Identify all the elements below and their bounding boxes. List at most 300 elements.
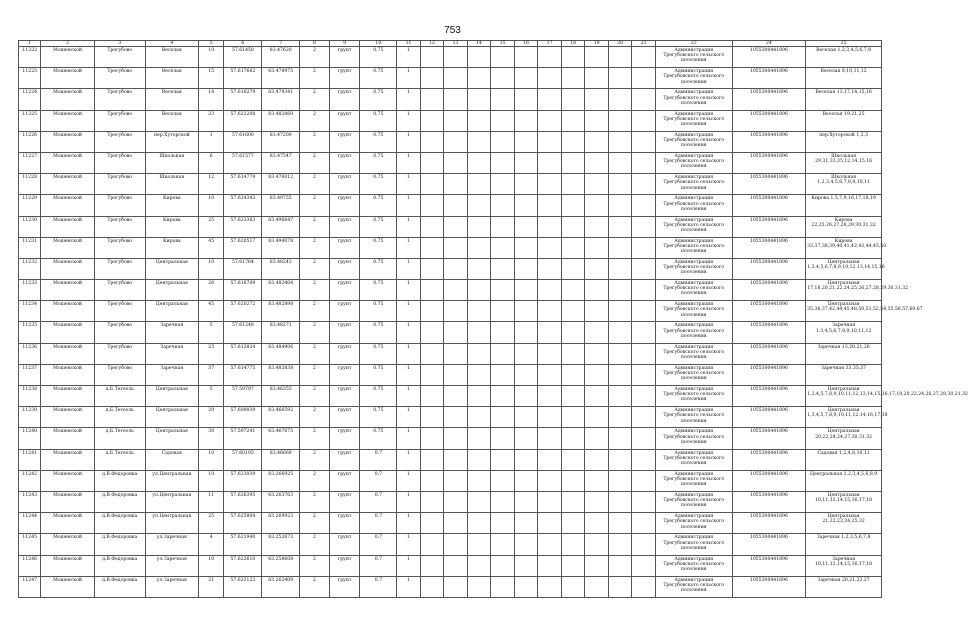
cell-house: 10 (198, 258, 224, 279)
column-number: 21 (632, 41, 656, 47)
cell-lat: 57.597241 (224, 428, 262, 449)
cell-empty (561, 195, 585, 216)
cell-id: 11223 (19, 68, 41, 89)
cell-c10: 0.75 (360, 301, 397, 322)
cell-settlement: Трегубово (94, 258, 145, 279)
cell-settlement: Трегубово (94, 68, 145, 89)
column-number: 24 (732, 41, 806, 47)
column-number: 13 (444, 41, 468, 47)
cell-id: 11247 (19, 576, 41, 597)
cell-empty (561, 68, 585, 89)
cell-district: Мошенской (41, 301, 94, 322)
cell-settlement: Трегубово (94, 89, 145, 110)
cell-empty (420, 237, 444, 258)
cell-empty (491, 428, 515, 449)
cell-addresses: Центральная 35,36,37,42,44,45,48,50,51,52,54,55,56,57,60,67 (806, 301, 882, 322)
cell-empty (561, 364, 585, 385)
cell-settlement: Трегубово (94, 237, 145, 258)
cell-district: Мошенской (41, 407, 94, 428)
cell-empty (538, 280, 562, 301)
cell-addresses: Веселая 13,17,14,15,16 (806, 89, 882, 110)
cell-empty (608, 491, 632, 512)
cell-empty (561, 216, 585, 237)
cell-ogrn: 1055300441896 (732, 131, 806, 152)
cell-settlement: д.Б.Тегеоль (94, 449, 145, 470)
cell-ogrn: 1055300441896 (732, 491, 806, 512)
cell-c9: грунт (329, 407, 360, 428)
cell-empty (608, 386, 632, 407)
cell-empty (561, 386, 585, 407)
cell-id: 11239 (19, 407, 41, 428)
cell-district: Мошенской (41, 513, 94, 534)
cell-ogrn: 1055300441896 (732, 513, 806, 534)
cell-empty (444, 47, 468, 68)
cell-c10: 0.7 (360, 555, 397, 576)
cell-empty (491, 174, 515, 195)
cell-administration: Администрация Трегубовского сельского поселения (655, 280, 732, 301)
cell-empty (420, 470, 444, 491)
cell-empty (444, 555, 468, 576)
cell-empty (538, 513, 562, 534)
cell-lat: 57.622208 (224, 110, 262, 131)
cell-empty (561, 576, 585, 597)
cell-empty (608, 258, 632, 279)
table-row (19, 237, 882, 258)
cell-empty (491, 322, 515, 343)
table-row (19, 343, 882, 364)
cell-district: Мошенской (41, 174, 94, 195)
cell-empty (514, 110, 538, 131)
cell-empty (420, 110, 444, 131)
cell-id: 11224 (19, 89, 41, 110)
cell-empty (632, 534, 656, 555)
cell-settlement: д.В.Федоровка (94, 576, 145, 597)
cell-empty (538, 407, 562, 428)
cell-id: 11233 (19, 280, 41, 301)
cell-empty (491, 576, 515, 597)
cell-c11: 1 (397, 68, 421, 89)
cell-administration: Администрация Трегубовского сельского поселения (655, 576, 732, 597)
cell-c8: 2 (300, 343, 330, 364)
cell-empty (467, 470, 491, 491)
cell-ogrn: 1055300441896 (732, 174, 806, 195)
cell-administration: Администрация Трегубовского сельского поселения (655, 513, 732, 534)
table-row (19, 131, 882, 152)
cell-ogrn: 1055300441896 (732, 195, 806, 216)
cell-empty (538, 258, 562, 279)
cell-settlement: д.В.Федоровка (94, 470, 145, 491)
cell-empty (632, 386, 656, 407)
cell-house: 10 (198, 195, 224, 216)
cell-administration: Администрация Трегубовского сельского поселения (655, 195, 732, 216)
cell-lon: 83.47200 (262, 131, 300, 152)
cell-empty (514, 449, 538, 470)
cell-district: Мошенской (41, 428, 94, 449)
cell-c11: 1 (397, 428, 421, 449)
table-row (19, 470, 882, 491)
cell-addresses: Заречная 33,35,37 (806, 364, 882, 385)
column-number: 6 (224, 41, 262, 47)
cell-empty (585, 386, 609, 407)
cell-ogrn: 1055300441896 (732, 386, 806, 407)
cell-addresses: Кирова 22,25,26,27,28,29,30,31,32 (806, 216, 882, 237)
cell-c9: грунт (329, 89, 360, 110)
cell-empty (420, 131, 444, 152)
cell-empty (420, 280, 444, 301)
cell-lon: 83.484906 (262, 343, 300, 364)
cell-empty (608, 407, 632, 428)
cell-empty (467, 576, 491, 597)
cell-empty (444, 534, 468, 555)
cell-empty (491, 555, 515, 576)
cell-empty (632, 195, 656, 216)
cell-street: Центральная (145, 258, 198, 279)
cell-street: Садовая (145, 449, 198, 470)
cell-administration: Администрация Трегубовского сельского поселения (655, 407, 732, 428)
cell-c10: 0.7 (360, 449, 397, 470)
column-number: 10 (360, 41, 397, 47)
table-row (19, 322, 882, 343)
cell-lon: 83.479341 (262, 89, 300, 110)
cell-empty (514, 301, 538, 322)
cell-c10: 0.75 (360, 237, 397, 258)
cell-settlement: д.В.Федоровка (94, 513, 145, 534)
column-number: 25 (806, 41, 882, 47)
cell-c9: грунт (329, 152, 360, 173)
cell-lat: 57.60105 (224, 449, 262, 470)
cell-empty (514, 152, 538, 173)
cell-c11: 1 (397, 89, 421, 110)
cell-lon: 83.46669 (262, 449, 300, 470)
cell-empty (608, 68, 632, 89)
cell-settlement: Трегубово (94, 280, 145, 301)
cell-empty (444, 428, 468, 449)
column-number: 17 (538, 41, 562, 47)
cell-house: 6 (198, 152, 224, 173)
cell-addresses: Центральная 1,3,4,5,6,7,8,9,10,12,13,14,15,16 (806, 258, 882, 279)
cell-street: Школьная (145, 152, 198, 173)
cell-c10: 0.75 (360, 258, 397, 279)
cell-addresses: Веселая 1,2,3,4,5,6,7,8 (806, 47, 882, 68)
cell-street: Заречная (145, 322, 198, 343)
cell-house: 45 (198, 237, 224, 258)
cell-id: 11237 (19, 364, 41, 385)
cell-empty (561, 131, 585, 152)
cell-empty (561, 89, 585, 110)
cell-empty (467, 428, 491, 449)
cell-empty (561, 513, 585, 534)
table-row (19, 280, 882, 301)
table-row (19, 449, 882, 470)
cell-ogrn: 1055300441896 (732, 237, 806, 258)
cell-addresses: Веселая 19,21,25 (806, 110, 882, 131)
cell-empty (561, 110, 585, 131)
cell-empty (632, 89, 656, 110)
cell-house: 14 (198, 89, 224, 110)
cell-lat: 57.600039 (224, 407, 262, 428)
cell-c8: 2 (300, 258, 330, 279)
cell-lat: 57.61764 (224, 258, 262, 279)
cell-administration: Администрация Трегубовского сельского поселения (655, 428, 732, 449)
cell-empty (632, 68, 656, 89)
cell-settlement: Трегубово (94, 343, 145, 364)
cell-c8: 2 (300, 428, 330, 449)
cell-lat: 57.61600 (224, 131, 262, 152)
cell-addresses: Школьная 1,2,3,4,5,6,7,8,9,10,11 (806, 174, 882, 195)
cell-empty (420, 343, 444, 364)
cell-empty (491, 491, 515, 512)
cell-empty (632, 280, 656, 301)
cell-c10: 0.75 (360, 216, 397, 237)
cell-empty (632, 428, 656, 449)
cell-c11: 1 (397, 301, 421, 322)
cell-empty (491, 152, 515, 173)
cell-addresses: Центральная 10,11,12,14,15,16,17,18 (806, 491, 882, 512)
cell-empty (467, 68, 491, 89)
cell-empty (608, 449, 632, 470)
cell-empty (608, 428, 632, 449)
cell-lat: 57.623363 (224, 216, 262, 237)
cell-c9: грунт (329, 110, 360, 131)
cell-lat: 57.618709 (224, 280, 262, 301)
cell-ogrn: 1055300441896 (732, 449, 806, 470)
cell-empty (420, 301, 444, 322)
cell-empty (514, 280, 538, 301)
cell-empty (514, 491, 538, 512)
cell-empty (467, 131, 491, 152)
cell-empty (632, 237, 656, 258)
cell-street: ул.Заречная (145, 576, 198, 597)
column-number: 15 (491, 41, 515, 47)
cell-empty (561, 491, 585, 512)
cell-empty (491, 449, 515, 470)
cell-empty (467, 301, 491, 322)
cell-house: 10 (198, 449, 224, 470)
cell-empty (467, 555, 491, 576)
cell-c9: грунт (329, 491, 360, 512)
cell-empty (444, 89, 468, 110)
cell-empty (420, 322, 444, 343)
cell-settlement: Трегубово (94, 322, 145, 343)
cell-c9: грунт (329, 428, 360, 449)
cell-empty (514, 174, 538, 195)
cell-empty (585, 110, 609, 131)
cell-empty (585, 343, 609, 364)
cell-c9: грунт (329, 195, 360, 216)
cell-c9: грунт (329, 131, 360, 152)
cell-street: Заречная (145, 343, 198, 364)
cell-empty (561, 449, 585, 470)
cell-house: 1 (198, 131, 224, 152)
page-number: 753 (444, 25, 461, 36)
table-row (19, 555, 882, 576)
cell-empty (514, 216, 538, 237)
cell-empty (538, 428, 562, 449)
cell-administration: Администрация Трегубовского сельского поселения (655, 237, 732, 258)
cell-house: 10 (198, 555, 224, 576)
cell-empty (538, 301, 562, 322)
cell-empty (444, 407, 468, 428)
cell-empty (491, 47, 515, 68)
cell-administration: Администрация Трегубовского сельского поселения (655, 110, 732, 131)
cell-addresses: Садовая 1,2,4,8,10,11 (806, 449, 882, 470)
cell-empty (467, 449, 491, 470)
cell-district: Мошенской (41, 534, 94, 555)
cell-empty (561, 301, 585, 322)
cell-empty (444, 470, 468, 491)
cell-district: Мошенской (41, 343, 94, 364)
cell-lon: 83.263763 (262, 491, 300, 512)
cell-street: ул.Центральная (145, 470, 198, 491)
cell-administration: Администрация Трегубовского сельского поселения (655, 47, 732, 68)
cell-c11: 1 (397, 449, 421, 470)
cell-c10: 0.75 (360, 89, 397, 110)
cell-empty (561, 555, 585, 576)
cell-empty (444, 386, 468, 407)
cell-empty (585, 407, 609, 428)
cell-c8: 2 (300, 68, 330, 89)
cell-empty (585, 89, 609, 110)
cell-lon: 83.266925 (262, 470, 300, 491)
cell-settlement: Трегубово (94, 216, 145, 237)
cell-empty (538, 110, 562, 131)
cell-addresses: Школьная 29,31,33,35,12,14,15,16 (806, 152, 882, 173)
column-number: 23 (655, 41, 732, 47)
cell-empty (514, 195, 538, 216)
cell-empty (608, 534, 632, 555)
cell-empty (585, 280, 609, 301)
cell-lon: 83.49755 (262, 195, 300, 216)
cell-empty (538, 89, 562, 110)
cell-empty (538, 195, 562, 216)
cell-empty (491, 513, 515, 534)
cell-empty (491, 110, 515, 131)
cell-administration: Администрация Трегубовского сельского поселения (655, 343, 732, 364)
cell-addresses: пер.Хуторской 1,2,3 (806, 131, 882, 152)
cell-street: Веселая (145, 47, 198, 68)
cell-administration: Администрация Трегубовского сельского поселения (655, 449, 732, 470)
cell-lon: 83.482404 (262, 280, 300, 301)
cell-administration: Администрация Трегубовского сельского поселения (655, 131, 732, 152)
cell-ogrn: 1055300441896 (732, 407, 806, 428)
cell-empty (420, 258, 444, 279)
column-number: 2 (41, 41, 94, 47)
cell-empty (444, 491, 468, 512)
cell-empty (608, 237, 632, 258)
cell-c11: 1 (397, 555, 421, 576)
cell-empty (585, 491, 609, 512)
cell-empty (538, 576, 562, 597)
cell-empty (561, 47, 585, 68)
cell-empty (632, 174, 656, 195)
cell-c10: 0.75 (360, 364, 397, 385)
cell-empty (491, 216, 515, 237)
cell-c9: грунт (329, 364, 360, 385)
cell-administration: Администрация Трегубовского сельского поселения (655, 68, 732, 89)
cell-empty (444, 364, 468, 385)
cell-house: 37 (198, 364, 224, 385)
cell-empty (491, 68, 515, 89)
cell-lon: 83.48271 (262, 322, 300, 343)
cell-empty (444, 131, 468, 152)
cell-empty (585, 576, 609, 597)
cell-c10: 0.75 (360, 174, 397, 195)
cell-empty (420, 534, 444, 555)
cell-empty (467, 195, 491, 216)
cell-empty (420, 89, 444, 110)
cell-street: Центральная (145, 301, 198, 322)
cell-c10: 0.75 (360, 407, 397, 428)
cell-lon: 83.269923 (262, 513, 300, 534)
cell-c11: 1 (397, 407, 421, 428)
cell-house: 25 (198, 216, 224, 237)
cell-empty (491, 89, 515, 110)
cell-addresses: Заречная 13,20,21,26 (806, 343, 882, 364)
cell-ogrn: 1055300441896 (732, 258, 806, 279)
cell-lon: 83.467675 (262, 428, 300, 449)
cell-ogrn: 1055300441896 (732, 576, 806, 597)
cell-administration: Администрация Трегубовского сельского поселения (655, 364, 732, 385)
cell-empty (420, 174, 444, 195)
cell-lat: 57.620517 (224, 237, 262, 258)
cell-c11: 1 (397, 343, 421, 364)
cell-house: 23 (198, 343, 224, 364)
cell-district: Мошенской (41, 216, 94, 237)
cell-empty (491, 237, 515, 258)
cell-empty (467, 174, 491, 195)
cell-id: 11246 (19, 555, 41, 576)
cell-c10: 0.7 (360, 513, 397, 534)
cell-lon: 83.262409 (262, 576, 300, 597)
cell-c11: 1 (397, 364, 421, 385)
cell-settlement: Трегубово (94, 195, 145, 216)
cell-empty (444, 152, 468, 173)
cell-empty (514, 364, 538, 385)
cell-lon: 83.496647 (262, 216, 300, 237)
cell-empty (538, 470, 562, 491)
cell-empty (420, 152, 444, 173)
cell-house: 4 (198, 534, 224, 555)
cell-c9: грунт (329, 174, 360, 195)
cell-street: ул.Центральная (145, 513, 198, 534)
cell-c8: 2 (300, 449, 330, 470)
table-row (19, 174, 882, 195)
cell-c9: грунт (329, 258, 360, 279)
cell-administration: Администрация Трегубовского сельского поселения (655, 152, 732, 173)
cell-empty (514, 428, 538, 449)
cell-empty (420, 407, 444, 428)
cell-district: Мошенской (41, 386, 94, 407)
cell-id: 11245 (19, 534, 41, 555)
cell-empty (538, 534, 562, 555)
cell-id: 11222 (19, 47, 41, 68)
cell-addresses: Заречная 20,21,23,27 (806, 576, 882, 597)
cell-empty (467, 280, 491, 301)
cell-c11: 1 (397, 174, 421, 195)
cell-house: 30 (198, 428, 224, 449)
cell-id: 11244 (19, 513, 41, 534)
cell-empty (491, 280, 515, 301)
cell-c11: 1 (397, 131, 421, 152)
cell-c9: грунт (329, 513, 360, 534)
cell-c10: 0.75 (360, 131, 397, 152)
cell-c10: 0.7 (360, 534, 397, 555)
cell-empty (585, 449, 609, 470)
cell-empty (585, 195, 609, 216)
cell-c8: 2 (300, 131, 330, 152)
cell-empty (514, 555, 538, 576)
cell-c9: грунт (329, 322, 360, 343)
